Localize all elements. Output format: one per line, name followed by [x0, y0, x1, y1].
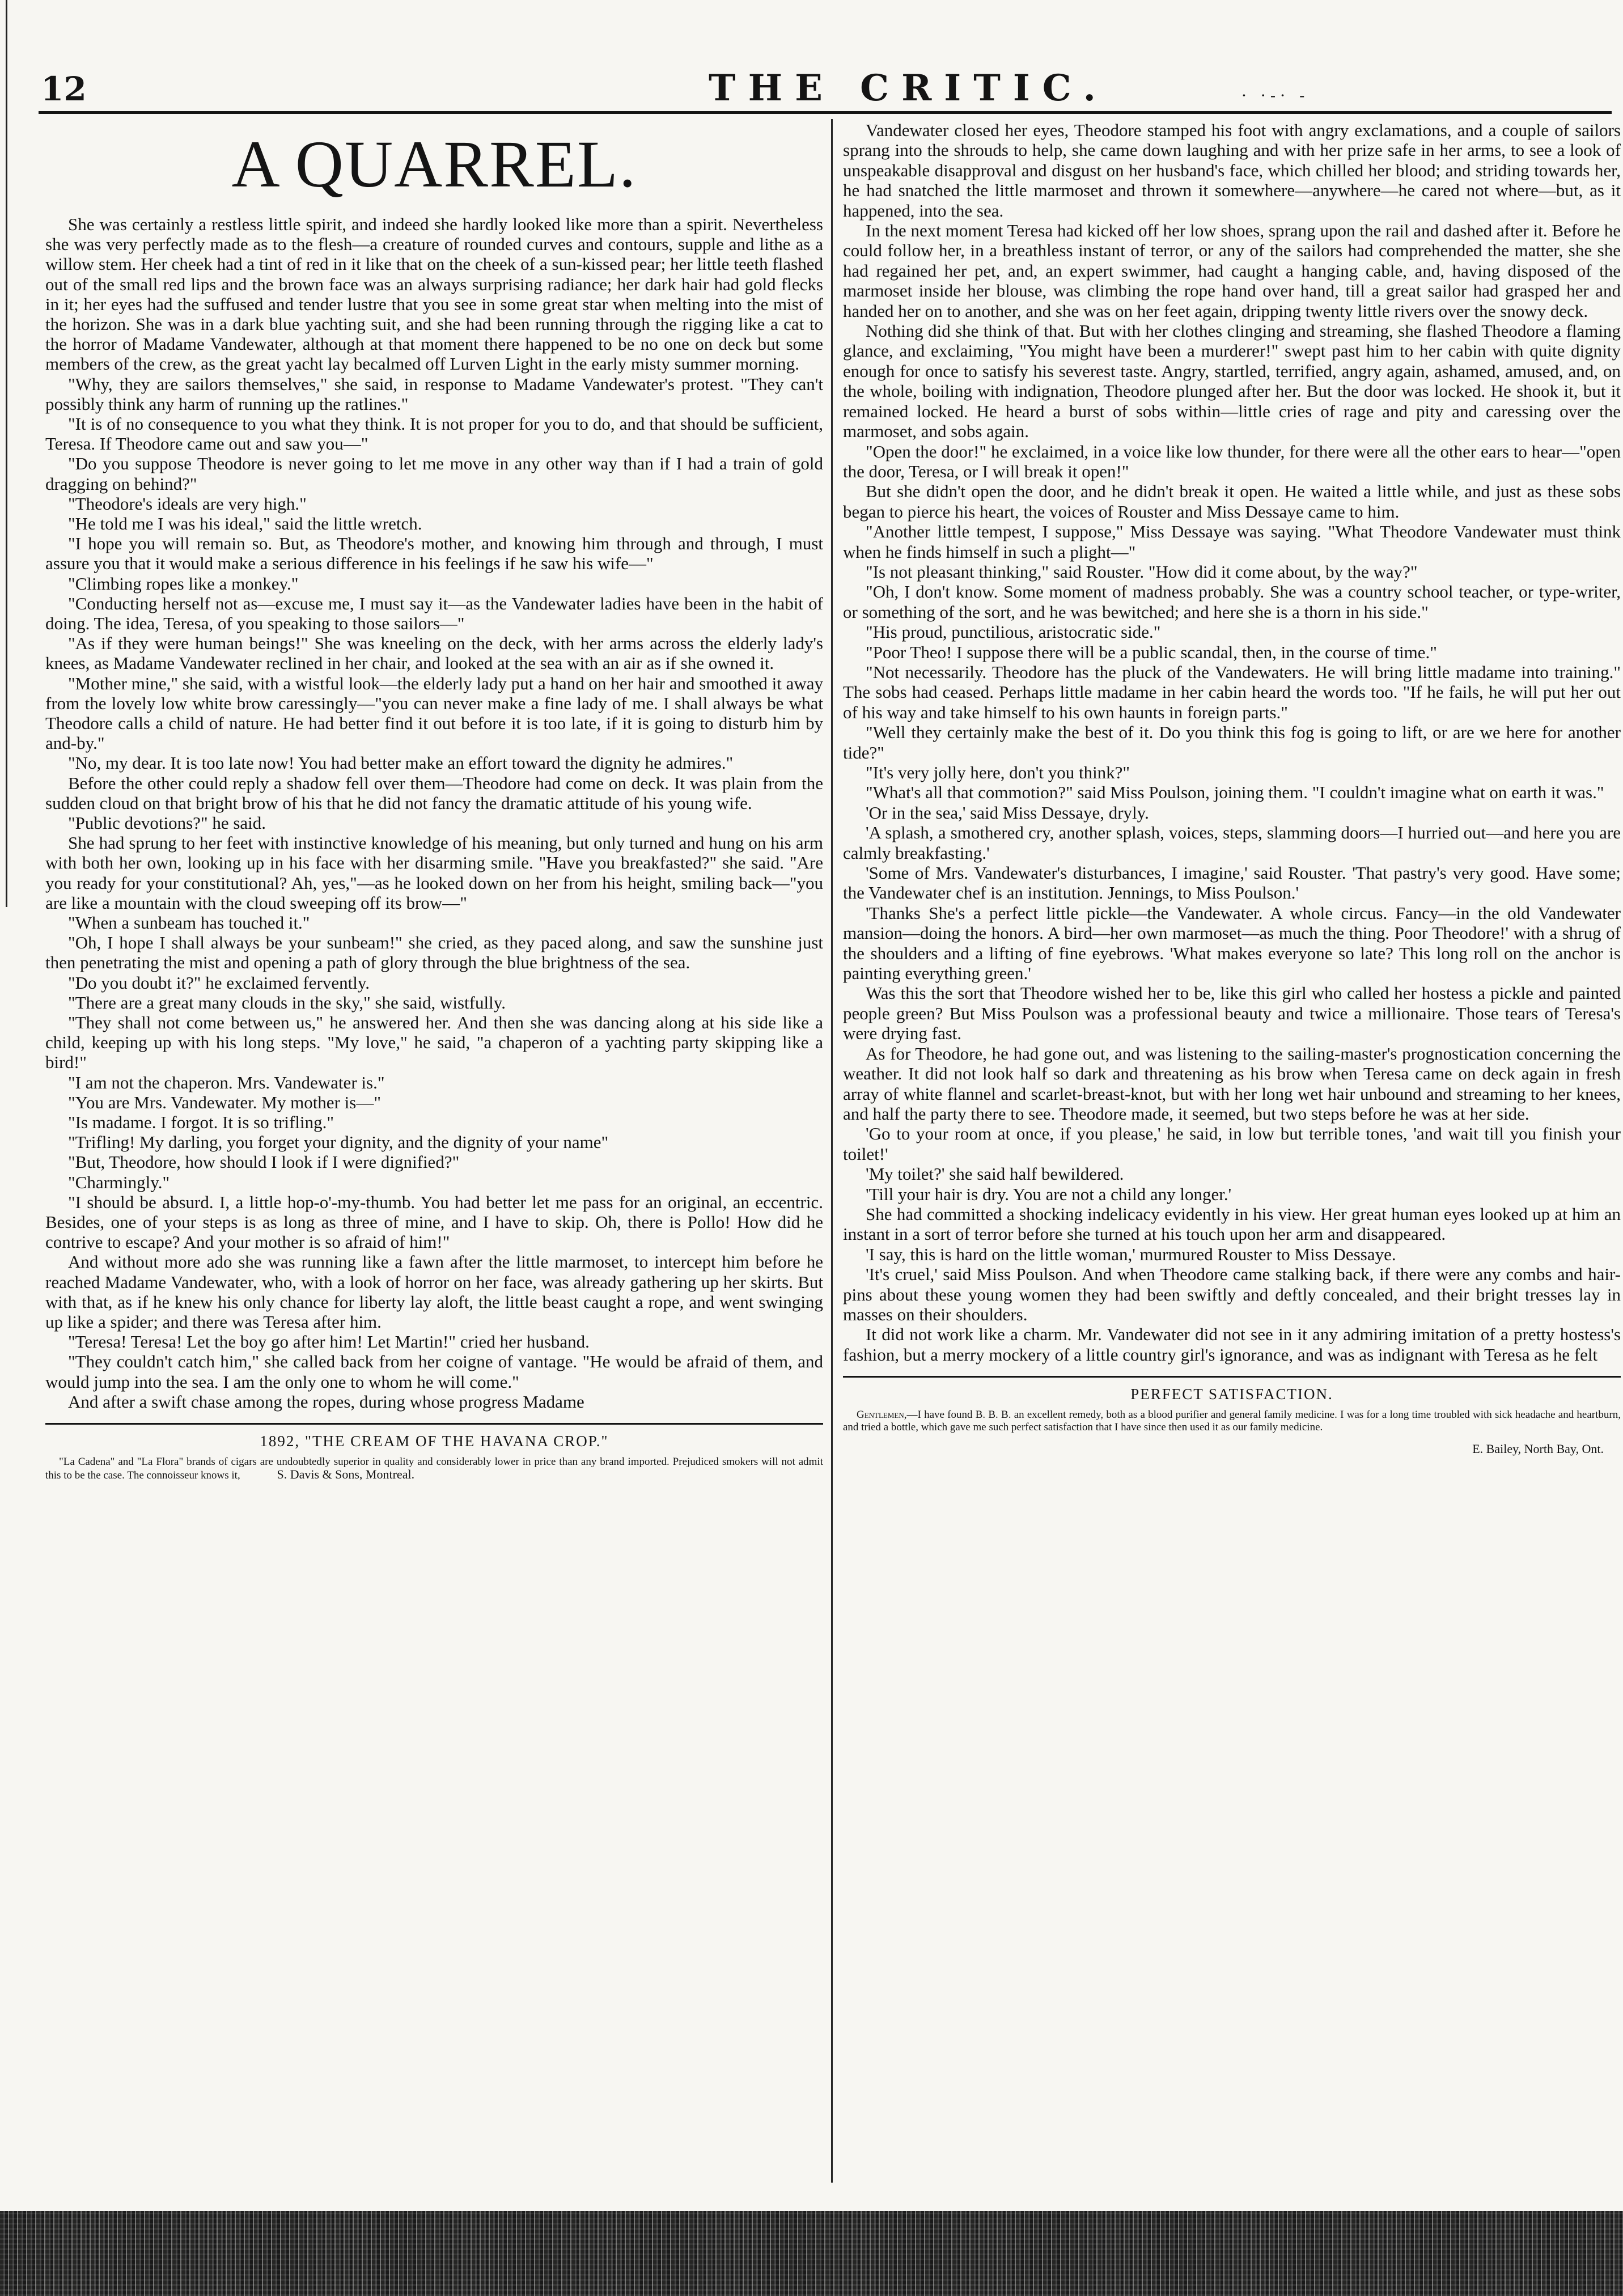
story-paragraph: She had sprung to her feet with instinctive knowledge of his meaning, but only turned and hung on his arm with both her own, looking up in his face with her disarming smile. "Have you breakfasted?" she said. "Are you ready for your constitutional? Ah, yes,"—as he looked down on her from his height, smiling back—"you are like a mountain with the cloud sweeping off its brow—" — [45, 833, 823, 913]
remedy-ad-salutation: Gentlemen, — [857, 1409, 907, 1421]
story-paragraph: "Do you doubt it?" he exclaimed fervently. — [68, 972, 370, 993]
story-paragraph: Vandewater closed her eyes, Theodore stamped his foot with angry exclamations, and a couple of sailors sprang into the shrouds to help, she came down laughing and with her prize safe in her arms, to see a look of unspeakable disapproval and disgust on her husband's face, which chilled her blood; and striding towards her, he had snatched the little marmoset and thrown it somewhere—anywhere—he cared not where—but, as it happened, into the sea. — [843, 120, 1621, 221]
story-paragraph: "Is madame. I forgot. It is so trifling." — [68, 1112, 334, 1133]
story-paragraph: 'Thanks She's a perfect little pickle—the Vandewater. A whole circus. Fancy—in the old Vandewater mansion—doing the honors. A bird—her own marmoset—as much the thing. Poor Theodore!' with a shrug of the shoulders and a lifting of fine eyebrows. 'What makes everyone so late? This long roll on the anchor is painting everything green.' — [843, 903, 1621, 984]
page-number: 12 — [41, 70, 87, 108]
story-paragraph: She was certainly a restless little spirit, and indeed she hardly looked like more than a spirit. Nevertheless she was very perfectly made as to the flesh—a creature of rounded curves and contours, supple and lithe as a willow stem. Her cheek had a tint of red in it like that on the cheek of a sun-kissed pear; her little teeth flashed out of the small red lips and the brown face was an always surprising radiance; her dark hair had gold flecks in it; her eyes had the suffused and tender lustre that you see in some great star when melting into the mist of the horizon. She was in a dark blue yachting suit, and she had been running through the rigging like a cat to the horror of Madame Vandewater, although at that moment there happened to be no one on deck but some members of the crew, as the great yacht lay becalmed off Lurven Light in the early misty summer morning. — [45, 214, 823, 374]
remedy-ad-title: PERFECT SATISFACTION. — [1130, 1386, 1333, 1403]
story-paragraph: "I am not the chaperon. Mrs. Vandewater is." — [68, 1072, 385, 1092]
story-paragraph: "Well they certainly make the best of it. Do you think this fog is going to lift, or are we here for another tide?" — [843, 722, 1621, 762]
story-paragraph: "But, Theodore, how should I look if I were dignified?" — [68, 1152, 460, 1172]
header-rule — [39, 111, 1612, 114]
column-separator — [831, 119, 833, 2183]
right-column — [843, 120, 1621, 1456]
story-paragraph: "Do you suppose Theodore is never going to let me move in any other way than if I had a train of gold dragging on behind?" — [45, 454, 823, 494]
story-paragraph: In the next moment Teresa had kicked off her low shoes, sprang upon the rail and dashed after it. Before he could follow her, in a breathless instant of terror, or any of the sailors had comprehended the matter, she she had regained her pet, and, an expert swimmer, had caught a hanging cable, and, having disposed of the marmoset inside her blouse, was climbing the rope hand over hand, till a great sailor had grasped her and handed her on to another, and she was on her feet again, dripping twenty little rivers over the snowy deck. — [843, 221, 1621, 321]
story-paragraph: "Not necessarily. Theodore has the pluck of the Vandewaters. He will bring little madame into training." The sobs had ceased. Perhaps little madame in her cabin heard the words too. "If he fails, he will put her out of his way and take himself to his own haunts in foreign parts." — [843, 662, 1621, 722]
story-title: A QUARREL. — [231, 127, 637, 201]
story-paragraph: And after a swift chase among the ropes, during whose progress Madame — [68, 1391, 584, 1412]
story-paragraph: "Why, they are sailors themselves," she said, in response to Madame Vandewater's protest. "They can't possibly think any harm of running up the ratlines." — [45, 374, 823, 414]
story-paragraph: "Open the door!" he exclaimed, in a voice like low thunder, for there were all the other ears to hear—"open the door, Teresa, or I will break it open!" — [843, 441, 1621, 481]
ad-divider — [843, 1376, 1621, 1378]
ad-divider — [45, 1423, 823, 1425]
story-paragraph: "Public devotions?" he said. — [68, 812, 266, 833]
story-paragraph: She had committed a shocking indelicacy evidently in his view. Her great human eyes looked up at him an instant in a sort of terror before she turned at his touch upon her arm and disappeared. — [843, 1204, 1621, 1244]
story-paragraph: "I hope you will remain so. But, as Theodore's mother, and knowing him through and through, I must assure you that it would make a serious difference in his feelings if he saw his wife—" — [45, 533, 823, 574]
page-edge-rule — [6, 0, 7, 907]
story-right-body — [843, 120, 1621, 1365]
story-paragraph: "There are a great many clouds in the sky," she said, wistfully. — [68, 992, 506, 1013]
story-paragraph: "Poor Theo! I suppose there will be a public scandal, then, in the course of time." — [866, 642, 1437, 662]
cigar-ad-title: 1892, "THE CREAM OF THE HAVANA CROP." — [260, 1433, 609, 1450]
remedy-ad — [843, 1386, 1621, 1456]
story-paragraph: "Is not pleasant thinking," said Rouster. "How did it come about, by the way?" — [866, 561, 1418, 582]
cigar-ad-body — [45, 1456, 823, 1482]
story-paragraph: "Teresa! Teresa! Let the boy go after him! Let Martin!" cried her husband. — [68, 1332, 590, 1352]
story-paragraph: "They shall not come between us," he answered her. And then she was dancing along at his side like a child, keeping up with his long steps. "My love," he said, "a chaperon of a yachting party skipping like a bird!" — [45, 1013, 823, 1073]
story-paragraph: "Climbing ropes like a monkey." — [68, 573, 299, 594]
story-paragraph: "Oh, I hope I shall always be your sunbeam!" she cried, as they paced along, and saw the sunshine just then penetrating the mist and opening a path of glory through the blue brightness of the sea. — [45, 933, 823, 973]
story-paragraph: 'It's cruel,' said Miss Poulson. And when Theodore came stalking back, if there were any combs and hair-pins about these young women they had been swiftly and deftly concealed, and their bright tresses lay in masses on their shoulders. — [843, 1264, 1621, 1324]
story-paragraph: "As if they were human beings!" She was kneeling on the deck, with her arms across the elderly lady's knees, as Madame Vandewater reclined in her chair, and looked at the sea with an air as if she owned it. — [45, 633, 823, 673]
story-paragraph: Was this the sort that Theodore wished her to be, like this girl who called her hostess a pickle and painted people green? But Miss Poulson was a professional beauty and twice a millionaire. Those tears of Teresa's were drying fast. — [843, 983, 1621, 1044]
scan-distortion-texture — [0, 2211, 1623, 2296]
left-column — [45, 120, 823, 1482]
story-paragraph: "No, my dear. It is too late now! You had better make an effort toward the dignity he admires." — [68, 753, 734, 773]
story-paragraph: "Another little tempest, I suppose," Miss Dessaye was saying. "What Theodore Vandewater must think when he finds himself in such a plight—" — [843, 522, 1621, 562]
story-paragraph: It did not work like a charm. Mr. Vandewater did not see in it any admiring imitation of a pretty hostess's fashion, but a merry mockery of a little country girl's ignorance, and was as indignant with Teresa as he felt — [843, 1324, 1621, 1365]
remedy-ad-text: —I have found B. B. B. an excellent remedy, both as a blood purifier and general family medicine. I was for a long time troubled with sick headache and heartburn, and tried a bottle, which gave me such perfect satisfaction that I have since then used it as our family medicine. — [843, 1409, 1621, 1434]
story-paragraph: "Theodore's ideals are very high." — [68, 493, 307, 514]
page-header — [0, 62, 1623, 108]
story-paragraph: 'A splash, a smothered cry, another splash, voices, steps, slamming doors—I hurried out—and here you are calmly breakfasting.' — [843, 823, 1621, 863]
story-paragraph: And without more ado she was running like a fawn after the little marmoset, to intercept him before he reached Madame Vandewater, who, with a look of horror on her face, was already gathering up her skirts. But with that, as if he knew his only chance for liberty lay aloft, the little beast caught a rope, and went swinging up like a spider; and there was Teresa after him. — [45, 1252, 823, 1332]
story-paragraph: "He told me I was his ideal," said the little wretch. — [68, 513, 422, 533]
story-left-body — [45, 214, 823, 1412]
story-paragraph: "Oh, I don't know. Some moment of madness probably. She was a country school teacher, or type-writer, or something of the sort, and he was bewitched; and here she is a thorn in his side." — [843, 582, 1621, 622]
story-paragraph: 'Go to your room at once, if you please,' he said, in low but terrible tones, 'and wait till you finish your toilet!' — [843, 1124, 1621, 1164]
story-paragraph: "His proud, punctilious, aristocratic side." — [866, 622, 1161, 642]
story-paragraph: But she didn't open the door, and he didn't break it open. He waited a little while, and just as these sobs began to pierce his heart, the voices of Rouster and Miss Dessaye came to him. — [843, 481, 1621, 522]
story-paragraph: 'Till your hair is dry. You are not a child any longer.' — [866, 1184, 1232, 1204]
story-paragraph: "Mother mine," she said, with a wistful look—the elderly lady put a hand on her hair and smoothed it away from the lovely low white brow caressingly—"you can never make a fine lady of me. I shall always be what Theodore calls a child of nature. He had better find it out before it is too late, if it is going to disturb him by and-by." — [45, 673, 823, 753]
cigar-ad — [45, 1433, 823, 1482]
cigar-ad-text: "La Cadena" and "La Flora" brands of cigars are undoubtedly superior in quality and considerably lower in price than any brand imported. Prejudiced smokers will not admit this to be the case. The connoisseur knows it, — [45, 1456, 823, 1482]
header-dots: · ·-· - — [1241, 86, 1310, 105]
story-paragraph: "Charmingly." — [68, 1172, 170, 1192]
story-paragraph: "It's very jolly here, don't you think?" — [866, 762, 1130, 782]
story-paragraph: Before the other could reply a shadow fell over them—Theodore had come on deck. It was plain from the sudden cloud on that bright brow of his that he did not fancy the dramatic attitude of his young wife. — [45, 773, 823, 813]
story-paragraph: 'Some of Mrs. Vandewater's disturbances, I imagine,' said Rouster. 'That pastry's very good. Have some; the Vandewater chef is an institution. Jennings, to Miss Poulson.' — [843, 863, 1621, 903]
story-paragraph: As for Theodore, he had gone out, and was listening to the sailing-master's prognostication concerning the weather. It did not look half so dark and threatening as his brow when Teresa came on deck again in fresh array of white flannel and scarlet-breast-knot, but with her long wet hair unbound and streaming to her knees, and half the party there to see. Theodore made, it seemed, but two steps before he was at her side. — [843, 1043, 1621, 1124]
story-paragraph: "I should be absurd. I, a little hop-o'-my-thumb. You had better let me pass for an original, an eccentric. Besides, one of your steps is as long as three of mine, and I have to skip. Oh, there is Pollo! How did he contrive to escape? And your mother is so afraid of him!" — [45, 1192, 823, 1252]
story-paragraph: "Trifling! My darling, you forget your dignity, and the dignity of your name" — [68, 1132, 609, 1153]
story-paragraph: Nothing did she think of that. But with her clothes clinging and streaming, she flashed Theodore a flaming glance, and exclaiming, "You might have been a murderer!" swept past him to her cabin with quite dignity enough for once to satisfy his severest taste. Angry, startled, terrified, angry again, ashamed, amused, and, on the whole, boiling with indignation, Theodore plunged after her. But the door was locked. He shook it, but it remained locked. He heard a burst of sobs within—little cries of rage and pity and caressing over the marmoset, and sobs again. — [843, 321, 1621, 442]
story-paragraph: "When a sunbeam has touched it." — [68, 913, 310, 933]
story-paragraph: "You are Mrs. Vandewater. My mother is—" — [68, 1092, 381, 1112]
story-paragraph: "It is of no consequence to you what they think. It is not proper for you to do, and that should be sufficient, Teresa. If Theodore came out and saw you—" — [45, 413, 823, 454]
story-paragraph: 'I say, this is hard on the little woman,' murmured Rouster to Miss Dessaye. — [866, 1244, 1396, 1264]
story-paragraph: "They couldn't catch him," she called back from her coigne of vantage. "He would be afraid of them, and would jump into the sea. I am the only one to whom he will come." — [45, 1352, 823, 1392]
masthead: THE CRITIC. — [709, 67, 1108, 109]
story-paragraph: "Conducting herself not as—excuse me, I must say it—as the Vandewater ladies have been in the habit of doing. The idea, Teresa, of you speaking to those sailors—" — [45, 593, 823, 633]
story-paragraph: 'Or in the sea,' said Miss Dessaye, dryly. — [866, 802, 1149, 823]
story-paragraph: 'My toilet?' she said half bewildered. — [866, 1164, 1124, 1184]
story-paragraph: "What's all that commotion?" said Miss Poulson, joining them. "I couldn't imagine what on earth it was." — [866, 782, 1604, 803]
remedy-ad-signature: E. Bailey, North Bay, Ont. — [1472, 1442, 1604, 1456]
remedy-ad-body — [843, 1409, 1621, 1434]
cigar-ad-signature: S. Davis & Sons, Montreal. — [277, 1467, 415, 1482]
